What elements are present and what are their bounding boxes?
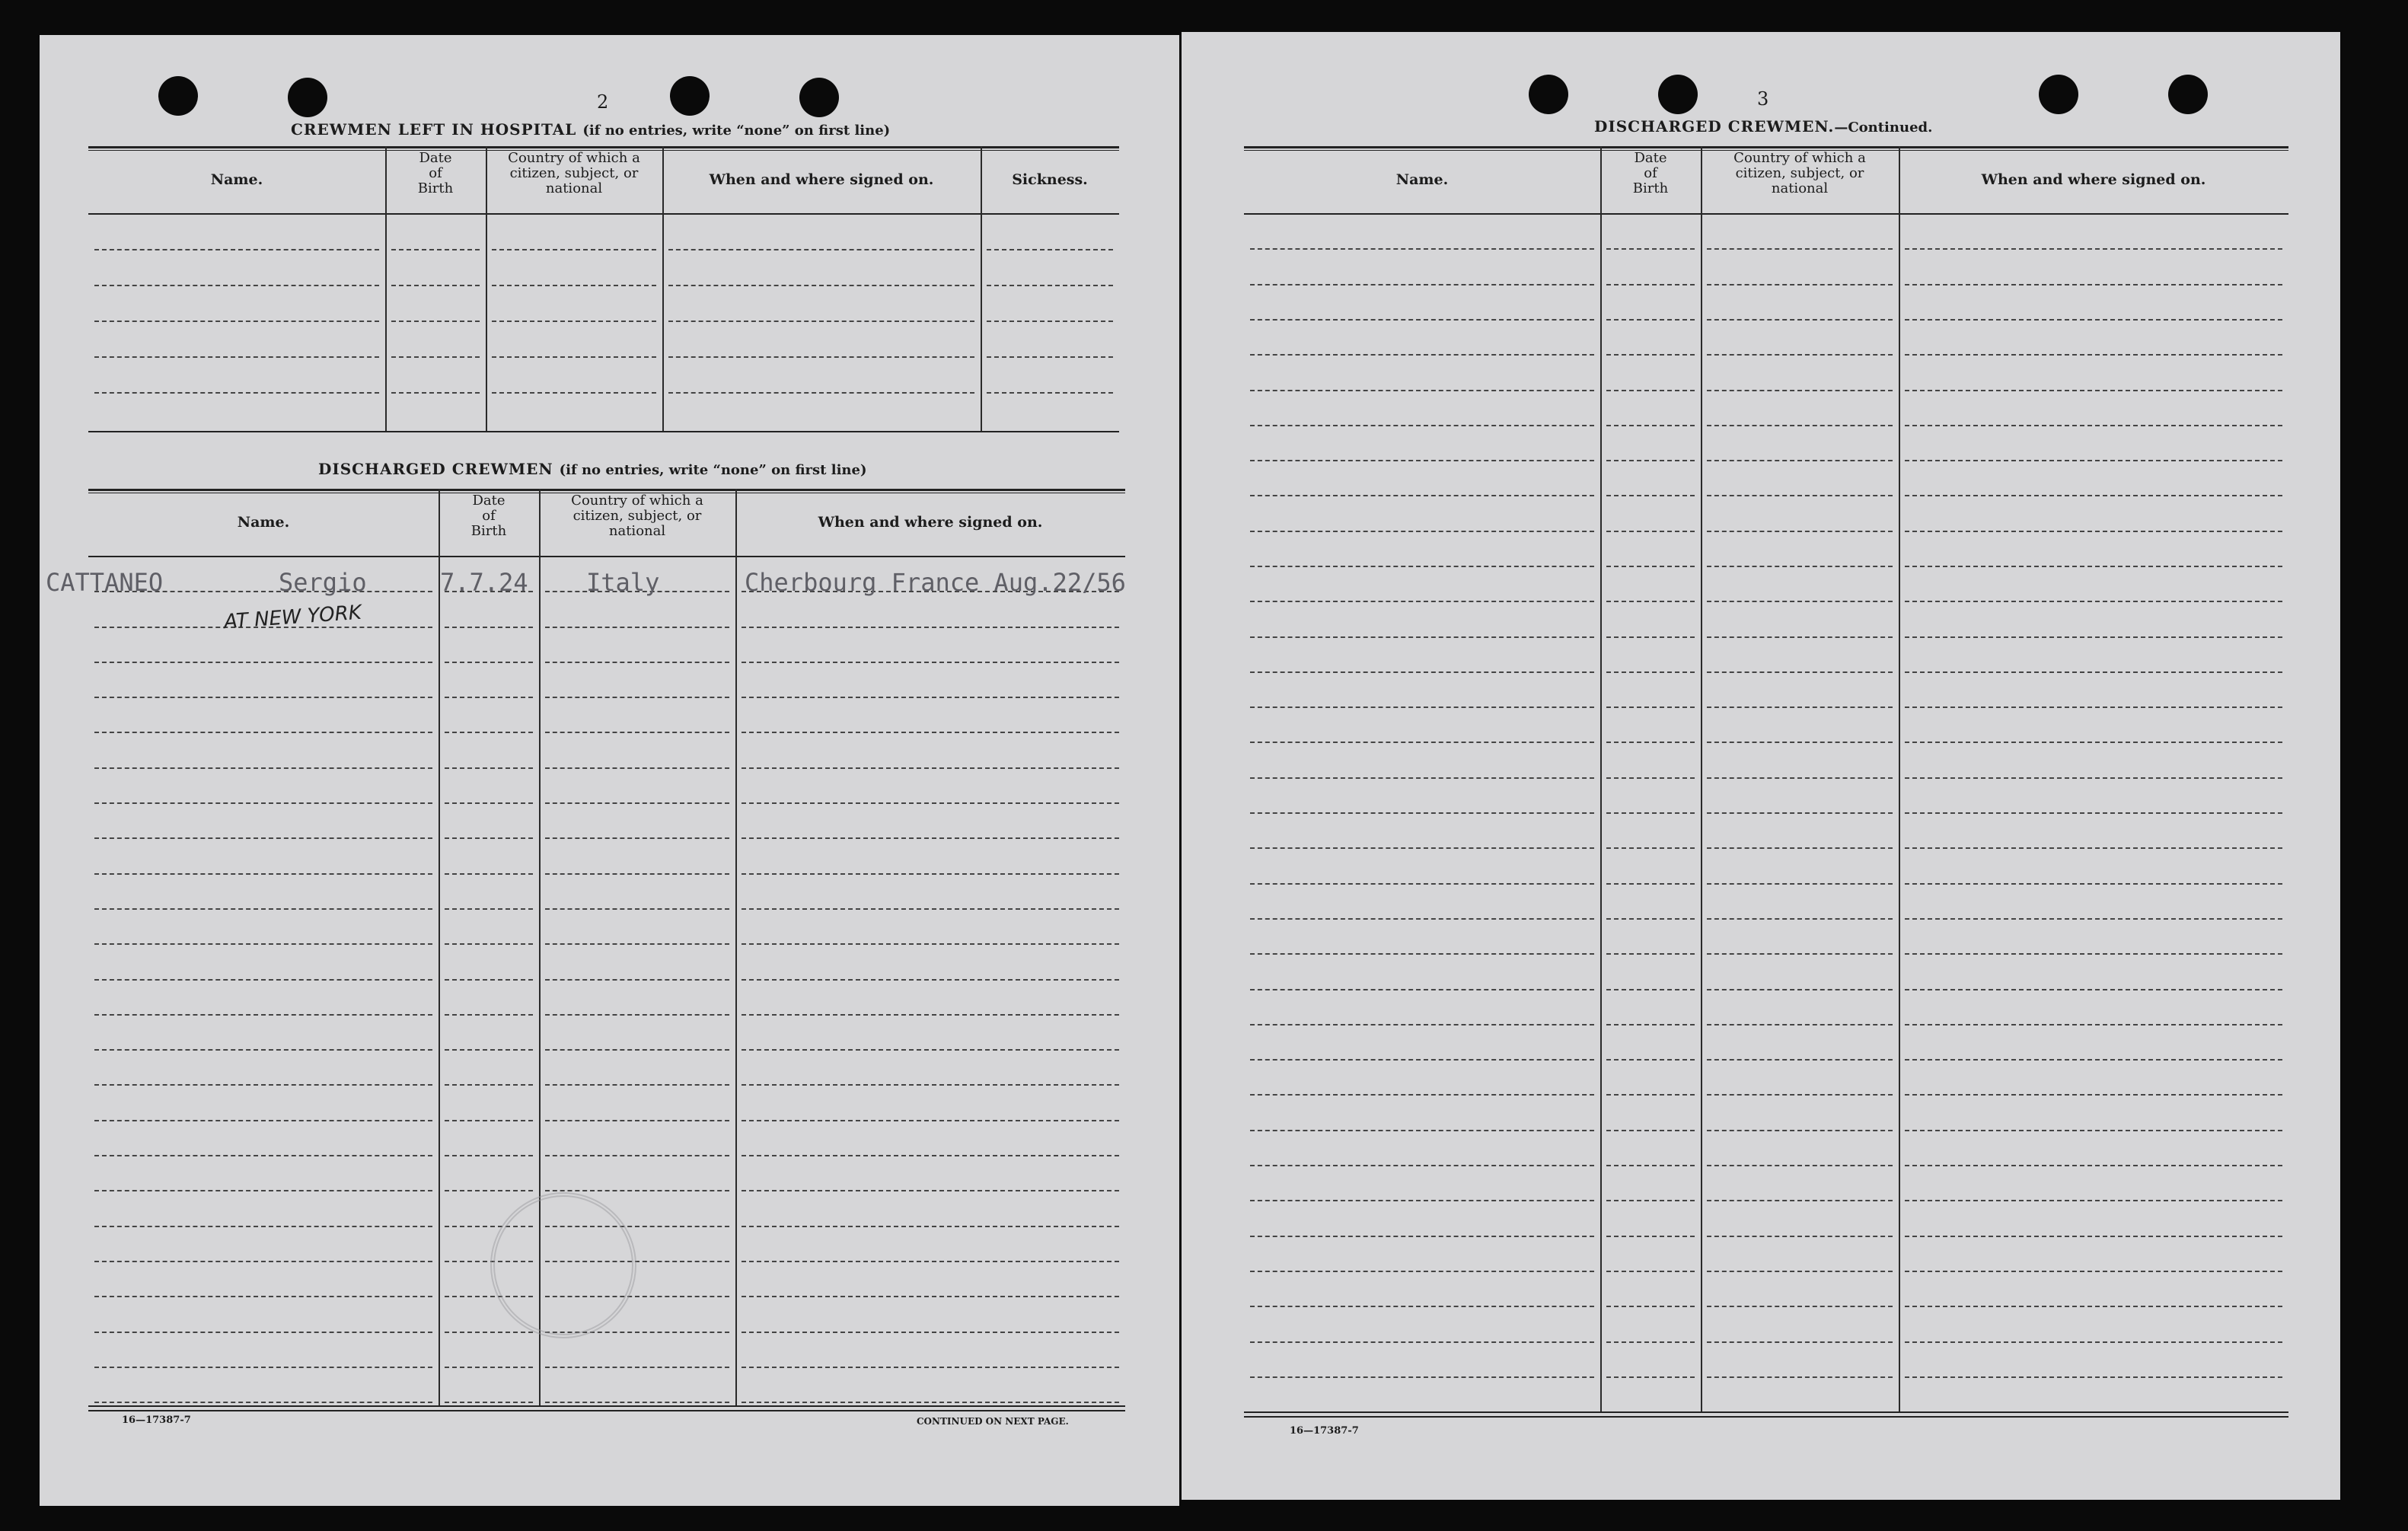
ruled-line: [445, 732, 533, 733]
ruled-line: [1606, 531, 1695, 532]
ruled-line: [1250, 1024, 1594, 1025]
ruled-line: [1707, 319, 1893, 321]
ruled-line: [1250, 1094, 1594, 1096]
page-number: 2: [597, 91, 609, 113]
ruled-line: [545, 662, 729, 663]
ruled-line: [1606, 354, 1695, 356]
ruled-line: [94, 356, 379, 358]
ruled-line: [94, 943, 432, 945]
punch-hole: [288, 78, 327, 117]
ruled-line: [445, 767, 533, 769]
ruled-line: [1905, 1376, 2282, 1378]
ruled-line: [1250, 671, 1594, 673]
ruled-line: [1905, 706, 2282, 708]
ruled-line: [94, 1226, 432, 1227]
ruled-line: [1905, 953, 2282, 955]
ruled-line: [1606, 460, 1695, 461]
ruled-line: [1905, 742, 2282, 743]
ruled-line: [742, 1261, 1119, 1262]
ruled-line: [1905, 1236, 2282, 1237]
ruled-line: [1606, 671, 1695, 673]
ruled-line: [94, 1261, 432, 1262]
ruled-line: [987, 321, 1113, 322]
ruled-line: [445, 1155, 533, 1156]
column-header: When and where signed on.: [709, 171, 934, 188]
ruled-line: [1707, 953, 1893, 955]
ruled-line: [1707, 706, 1893, 708]
ruled-line: [1707, 989, 1893, 990]
ruled-line: [1707, 566, 1893, 567]
ruled-line: [742, 979, 1119, 981]
column-header: Name.: [237, 514, 290, 531]
ruled-line: [1905, 1271, 2282, 1272]
ruled-line: [445, 908, 533, 910]
left-page: [40, 35, 1179, 1506]
ruled-line: [1905, 1165, 2282, 1166]
column-header: Date of Birth: [417, 150, 454, 196]
ruled-line: [445, 979, 533, 981]
ruled-line: [1606, 742, 1695, 743]
ruled-line: [492, 392, 656, 394]
ruled-line: [1606, 566, 1695, 567]
ruled-line: [391, 392, 480, 394]
ruled-line: [1707, 460, 1893, 461]
crewman-date-of-birth: 7.7.24: [440, 568, 528, 597]
ruled-line: [1707, 636, 1893, 638]
ruled-line: [1250, 1306, 1594, 1307]
ruled-line: [1606, 953, 1695, 955]
ruled-line: [1250, 636, 1594, 638]
column-divider: [1899, 146, 1900, 1411]
ruled-line: [1707, 1094, 1893, 1096]
ruled-line: [1707, 1059, 1893, 1061]
ruled-line: [668, 392, 974, 394]
ruled-line: [1707, 671, 1893, 673]
ruled-line: [1905, 1024, 2282, 1025]
ruled-line: [1905, 531, 2282, 532]
ruled-line: [1250, 248, 1594, 250]
handwritten-note: AT NEW YORK: [223, 601, 362, 634]
ruled-line: [94, 908, 432, 910]
ruled-line: [445, 1190, 533, 1191]
table-bottom-rule: [88, 1405, 1125, 1407]
ruled-line: [742, 1332, 1119, 1333]
ruled-line: [445, 837, 533, 839]
ruled-line: [742, 1155, 1119, 1156]
faded-stamp: [490, 1192, 636, 1338]
ruled-line: [987, 356, 1113, 358]
ruled-line: [742, 837, 1119, 839]
ruled-line: [742, 1120, 1119, 1121]
right-page: [1182, 32, 2340, 1500]
ruled-line: [1707, 1236, 1893, 1237]
ruled-line: [742, 1190, 1119, 1191]
ruled-line: [1606, 706, 1695, 708]
ruled-line: [445, 1120, 533, 1121]
ruled-line: [94, 392, 379, 394]
ruled-line: [94, 873, 432, 875]
ruled-line: [1905, 390, 2282, 391]
ruled-line: [391, 249, 480, 250]
ruled-line: [1707, 601, 1893, 602]
ruled-line: [445, 1367, 533, 1368]
ruled-line: [94, 1332, 432, 1333]
ruled-line: [94, 1155, 432, 1156]
ruled-line: [545, 1120, 729, 1121]
ruled-line: [1606, 1059, 1695, 1061]
ruled-line: [987, 285, 1113, 286]
ruled-line: [742, 1296, 1119, 1297]
ruled-line: [1606, 812, 1695, 814]
ruled-line: [492, 249, 656, 250]
column-divider: [662, 146, 664, 431]
ruled-line: [445, 1084, 533, 1086]
ruled-line: [545, 1084, 729, 1086]
ruled-line: [1250, 284, 1594, 285]
ruled-line: [1905, 1341, 2282, 1343]
ruled-line: [1250, 319, 1594, 321]
ruled-line: [1905, 1094, 2282, 1096]
ruled-line: [1250, 777, 1594, 779]
column-divider: [735, 489, 737, 1405]
table-bottom-rule: [88, 1410, 1125, 1411]
ruled-line: [1707, 1024, 1893, 1025]
ruled-line: [1606, 284, 1695, 285]
ruled-line: [1250, 706, 1594, 708]
ruled-line: [1250, 390, 1594, 391]
crewman-given-name: Sergio: [279, 568, 367, 597]
column-header: Sickness.: [1012, 171, 1088, 188]
crewman-country: Italy: [586, 568, 660, 597]
ruled-line: [1606, 495, 1695, 496]
ruled-line: [94, 979, 432, 981]
ruled-line: [1606, 425, 1695, 426]
ruled-line: [545, 1190, 729, 1191]
ruled-line: [1905, 284, 2282, 285]
table-bottom-rule: [88, 431, 1119, 432]
ruled-line: [1606, 1200, 1695, 1201]
ruled-line: [1250, 1236, 1594, 1237]
ruled-line: [742, 1367, 1119, 1368]
ruled-line: [1250, 953, 1594, 955]
ruled-line: [1707, 495, 1893, 496]
ruled-line: [1905, 319, 2282, 321]
form-number: 16—17387-7: [1290, 1425, 1359, 1437]
column-header: When and where signed on.: [1981, 171, 2206, 188]
ruled-line: [94, 1402, 432, 1403]
table-top-rule: [88, 489, 1125, 491]
punch-hole: [670, 76, 710, 116]
ruled-line: [94, 697, 432, 698]
ruled-line: [1250, 601, 1594, 602]
punch-hole: [2168, 75, 2208, 114]
ruled-line: [445, 697, 533, 698]
ruled-line: [1905, 883, 2282, 885]
ruled-line: [742, 767, 1119, 769]
ruled-line: [742, 662, 1119, 663]
ruled-line: [1707, 1271, 1893, 1272]
ruled-line: [742, 873, 1119, 875]
ruled-line: [445, 1402, 533, 1403]
ruled-line: [1707, 812, 1893, 814]
ruled-line: [1250, 742, 1594, 743]
ruled-line: [987, 392, 1113, 394]
ruled-line: [94, 662, 432, 663]
ruled-line: [94, 1084, 432, 1086]
ruled-line: [492, 321, 656, 322]
ruled-line: [1250, 989, 1594, 990]
ruled-line: [1905, 777, 2282, 779]
ruled-line: [1905, 460, 2282, 461]
ruled-line: [742, 908, 1119, 910]
ruled-line: [1606, 636, 1695, 638]
ruled-line: [545, 943, 729, 945]
column-divider: [439, 489, 440, 1405]
ruled-line: [94, 1190, 432, 1191]
column-divider: [385, 146, 387, 431]
ruled-line: [1707, 425, 1893, 426]
ruled-line: [668, 285, 974, 286]
ruled-line: [742, 1014, 1119, 1016]
ruled-line: [1606, 883, 1695, 885]
crewman-signed-on: Cherbourg France Aug.22/56: [745, 568, 1126, 597]
ruled-line: [1250, 883, 1594, 885]
ruled-line: [1250, 1130, 1594, 1131]
column-header: Country of which a citizen, subject, or national: [508, 150, 640, 196]
ruled-line: [1250, 918, 1594, 920]
ruled-line: [1606, 777, 1695, 779]
ruled-line: [1606, 1236, 1695, 1237]
header-rule: [88, 556, 1125, 557]
ruled-line: [94, 249, 379, 250]
ruled-line: [1250, 1271, 1594, 1272]
ruled-line: [1250, 812, 1594, 814]
ruled-line: [1905, 354, 2282, 356]
ruled-line: [1606, 601, 1695, 602]
ruled-line: [445, 1014, 533, 1016]
punch-hole: [158, 76, 198, 116]
ruled-line: [1606, 248, 1695, 250]
punch-hole: [1529, 75, 1568, 114]
page-number: 3: [1757, 88, 1769, 110]
ruled-line: [391, 356, 480, 358]
ruled-line: [742, 697, 1119, 698]
ruled-line: [1250, 495, 1594, 496]
header-rule: [88, 213, 1119, 215]
ruled-line: [668, 321, 974, 322]
crewman-surname: CATTANEO: [46, 568, 164, 597]
ruled-line: [1606, 1376, 1695, 1378]
ruled-line: [1707, 1130, 1893, 1131]
ruled-line: [445, 873, 533, 875]
ruled-line: [1905, 1306, 2282, 1307]
column-header: Date of Birth: [470, 493, 507, 539]
ruled-line: [545, 1014, 729, 1016]
ruled-line: [545, 837, 729, 839]
ruled-line: [742, 732, 1119, 733]
ruled-line: [94, 321, 379, 322]
column-divider: [486, 146, 487, 431]
ruled-line: [545, 732, 729, 733]
ruled-line: [545, 908, 729, 910]
ruled-line: [1606, 847, 1695, 849]
ruled-line: [668, 356, 974, 358]
ruled-line: [1905, 1059, 2282, 1061]
ruled-line: [1250, 847, 1594, 849]
table-top-rule: [1244, 146, 2288, 148]
ruled-line: [1606, 1024, 1695, 1025]
ruled-line: [1606, 390, 1695, 391]
table-bottom-rule: [1244, 1416, 2288, 1418]
ruled-line: [1606, 1271, 1695, 1272]
ruled-line: [545, 1155, 729, 1156]
punch-hole: [799, 78, 839, 117]
ruled-line: [445, 662, 533, 663]
ruled-line: [1606, 1341, 1695, 1343]
column-header: Date of Birth: [1632, 150, 1669, 196]
ruled-line: [545, 1049, 729, 1051]
ruled-line: [445, 627, 533, 628]
table-bottom-rule: [1244, 1411, 2288, 1413]
ruled-line: [1707, 1341, 1893, 1343]
ruled-line: [94, 1296, 432, 1297]
hospital-section-title: CREWMEN LEFT IN HOSPITAL (if no entries, write “none” on first line): [291, 120, 891, 139]
ruled-line: [545, 1402, 729, 1403]
column-divider: [981, 146, 982, 431]
ruled-line: [742, 1226, 1119, 1227]
ruled-line: [1250, 531, 1594, 532]
ruled-line: [1707, 742, 1893, 743]
ruled-line: [1707, 1165, 1893, 1166]
ruled-line: [545, 873, 729, 875]
ruled-line: [445, 802, 533, 804]
ruled-line: [1606, 319, 1695, 321]
punch-hole: [2039, 75, 2078, 114]
ruled-line: [742, 1084, 1119, 1086]
column-header: Name.: [210, 171, 263, 188]
ruled-line: [545, 979, 729, 981]
ruled-line: [1707, 1200, 1893, 1201]
ruled-line: [1707, 354, 1893, 356]
ruled-line: [1250, 425, 1594, 426]
ruled-line: [1905, 1200, 2282, 1201]
ruled-line: [94, 767, 432, 769]
ruled-line: [1606, 918, 1695, 920]
ruled-line: [1606, 1306, 1695, 1307]
ruled-line: [445, 1332, 533, 1333]
discharged-continued-title: DISCHARGED CREWMEN.—Continued.: [1594, 117, 1933, 136]
column-divider: [1600, 146, 1602, 1411]
ruled-line: [1250, 1200, 1594, 1201]
ruled-line: [1905, 918, 2282, 920]
ruled-line: [94, 837, 432, 839]
ruled-line: [1250, 1376, 1594, 1378]
ruled-line: [987, 249, 1113, 250]
ruled-line: [742, 1049, 1119, 1051]
ruled-line: [1707, 284, 1893, 285]
ruled-line: [1707, 531, 1893, 532]
column-header: Country of which a citizen, subject, or national: [1733, 150, 1866, 196]
ruled-line: [94, 732, 432, 733]
ruled-line: [445, 1049, 533, 1051]
column-header: Country of which a citizen, subject, or national: [571, 493, 703, 539]
ruled-line: [1905, 847, 2282, 849]
ruled-line: [1250, 1341, 1594, 1343]
ruled-line: [1250, 460, 1594, 461]
ruled-line: [742, 627, 1119, 628]
ruled-line: [94, 1014, 432, 1016]
ruled-line: [1250, 354, 1594, 356]
ruled-line: [1905, 812, 2282, 814]
ruled-line: [668, 249, 974, 250]
ruled-line: [742, 943, 1119, 945]
ruled-line: [94, 1049, 432, 1051]
ruled-line: [1905, 989, 2282, 990]
ruled-line: [742, 802, 1119, 804]
ruled-line: [742, 1402, 1119, 1403]
ruled-line: [1905, 566, 2282, 567]
ruled-line: [1905, 1130, 2282, 1131]
ruled-line: [545, 1367, 729, 1368]
ruled-line: [1707, 390, 1893, 391]
ruled-line: [1707, 1306, 1893, 1307]
ruled-line: [1707, 248, 1893, 250]
ruled-line: [545, 802, 729, 804]
ruled-line: [94, 1367, 432, 1368]
column-divider: [1701, 146, 1702, 1411]
ruled-line: [1707, 883, 1893, 885]
ruled-line: [1250, 1059, 1594, 1061]
ruled-line: [1707, 1376, 1893, 1378]
ruled-line: [492, 285, 656, 286]
ruled-line: [1606, 989, 1695, 990]
table-top-rule: [88, 146, 1119, 148]
ruled-line: [1905, 601, 2282, 602]
ruled-line: [1707, 847, 1893, 849]
ruled-line: [445, 943, 533, 945]
ruled-line: [1905, 425, 2282, 426]
ruled-line: [391, 285, 480, 286]
ruled-line: [1905, 636, 2282, 638]
ruled-line: [545, 767, 729, 769]
ruled-line: [94, 802, 432, 804]
ruled-line: [94, 1120, 432, 1121]
ruled-line: [545, 697, 729, 698]
punch-hole: [1658, 75, 1698, 114]
ruled-line: [1606, 1094, 1695, 1096]
ruled-line: [1707, 777, 1893, 779]
ruled-line: [1905, 495, 2282, 496]
ruled-line: [1707, 918, 1893, 920]
ruled-line: [1250, 1165, 1594, 1166]
ruled-line: [1905, 248, 2282, 250]
continued-note: CONTINUED ON NEXT PAGE.: [917, 1416, 1069, 1427]
discharged-section-title: DISCHARGED CREWMEN (if no entries, write “none” on first line): [318, 460, 867, 478]
column-header: When and where signed on.: [818, 514, 1043, 531]
ruled-line: [545, 627, 729, 628]
ruled-line: [1606, 1130, 1695, 1131]
ruled-line: [391, 321, 480, 322]
ruled-line: [492, 356, 656, 358]
form-number: 16—17387-7: [122, 1415, 191, 1426]
ruled-line: [94, 285, 379, 286]
header-rule: [1244, 213, 2288, 215]
column-header: Name.: [1395, 171, 1449, 188]
ruled-line: [1250, 566, 1594, 567]
ruled-line: [1905, 671, 2282, 673]
ruled-line: [1606, 1165, 1695, 1166]
